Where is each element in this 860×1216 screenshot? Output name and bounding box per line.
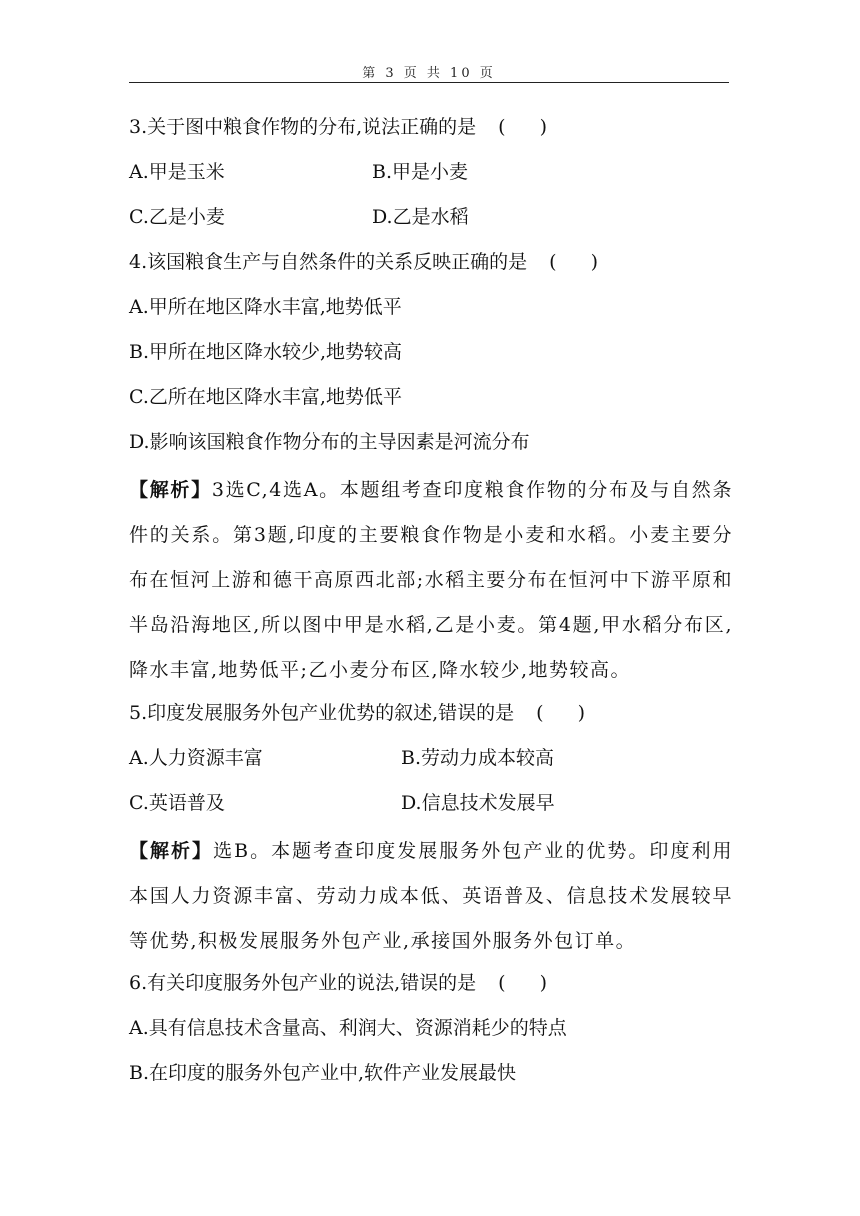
question-3-option-d: D.乙是水稻: [372, 206, 469, 228]
question-5-stem: [129, 704, 585, 723]
question-4-option-d: D.影响该国粮食作物分布的主导因素是河流分布: [129, 431, 530, 453]
question-4-text: 4.该国粮食生产与自然条件的关系反映正确的是: [129, 251, 528, 273]
question-3-option-b: B.甲是小麦: [372, 161, 469, 183]
analysis-5: [129, 829, 733, 964]
answer-bracket: ( ): [498, 116, 548, 138]
question-4-stem: [129, 253, 598, 272]
answer-bracket: ( ): [498, 972, 548, 994]
header-rule: [129, 82, 729, 83]
analysis-3-4: [129, 468, 733, 693]
question-4-option-a: A.甲所在地区降水丰富,地势低平: [129, 296, 402, 318]
question-6-option-b: B.在印度的服务外包产业中,软件产业发展最快: [129, 1062, 517, 1084]
question-3-option-a: A.甲是玉米: [129, 161, 225, 183]
question-3-option-c: C.乙是小麦: [129, 206, 225, 228]
analysis-label: 【解析】: [129, 840, 214, 862]
question-4-option-c: C.乙所在地区降水丰富,地势低平: [129, 386, 402, 408]
question-5-text: 5.印度发展服务外包产业优势的叙述,错误的是: [129, 702, 515, 724]
question-6-stem: [129, 974, 547, 993]
analysis-text: 选B。本题考查印度发展服务外包产业的优势。印度利用本国人力资源丰富、劳动力成本低、英语普及、信息技术发展较早等优势,积极发展服务外包产业,承接国外服务外包订单。: [129, 840, 733, 952]
question-4-option-b: B.甲所在地区降水较少,地势较高: [129, 341, 403, 363]
question-5-option-b: B.劳动力成本较高: [401, 747, 555, 769]
question-5-option-a: A.人力资源丰富: [129, 747, 263, 769]
question-5-option-c: C.英语普及: [129, 792, 225, 814]
answer-bracket: ( ): [536, 702, 586, 724]
question-6-text: 6.有关印度服务外包产业的说法,错误的是: [129, 972, 477, 994]
answer-bracket: ( ): [549, 251, 598, 273]
analysis-label: 【解析】: [129, 479, 212, 501]
analysis-text: 3选C,4选A。本题组考查印度粮食作物的分布及与自然条件的关系。第3题,印度的主要粮食作物是小麦和水稻。小麦主要分布在恒河上游和德干高原西北部;水稻主要分布在恒河中下游平原和半岛沿海地区,所以图中甲是水稻,乙是小麦。第4题,甲水稻分布区,降水丰富,地势低平;乙小麦分布区,降水较少,地势较高。: [129, 479, 733, 681]
question-3-stem: [129, 118, 547, 137]
question-3-text: 3.关于图中粮食作物的分布,说法正确的是: [129, 116, 477, 138]
question-5-option-d: D.信息技术发展早: [401, 792, 555, 814]
page-indicator: 第 3 页 共 10 页: [362, 66, 496, 81]
question-6-option-a: A.具有信息技术含量高、利润大、资源消耗少的特点: [129, 1017, 567, 1039]
